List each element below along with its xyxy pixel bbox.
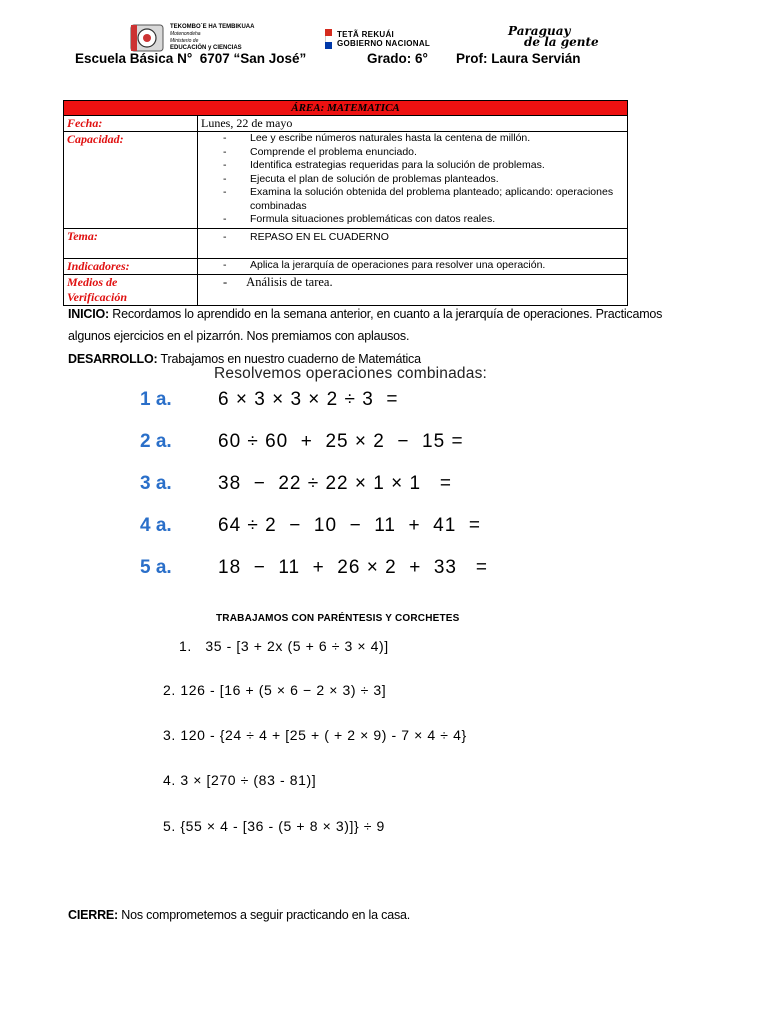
mec-logo [130,24,254,52]
logo2-line2: GOBIERNO NACIONAL [337,39,431,48]
capacidad-list [201,132,624,227]
list-item: - Comprende el problema enunciado. [223,146,624,160]
exercises-title: Resolvemos operaciones combinadas: [214,365,488,382]
gobierno-logo [325,29,430,49]
school-name: Escuela Básica N° 6707 “San José” [75,51,307,66]
desarrollo-text: Trabajamos en nuestro cuaderno de Matemática [160,352,421,366]
exercise-expression: 6 × 3 × 3 × 2 ÷ 3 = [218,389,399,410]
list-item [140,431,488,473]
indicador-value: Aplica la jerarquía de operaciones para resolver una operación. [250,258,546,271]
logo1-line4: EDUCACIÓN y CIENCIAS [170,45,242,51]
fecha-value: Lunes, 22 de mayo [198,116,628,132]
inicio-text-1: Recordamos lo aprendido en la semana anterior, en cuanto a la jerarquía de operaciones. Practicamos [112,307,663,321]
inicio-paragraph [68,304,708,346]
logo2-line1: TETÃ REKUÁI [337,30,395,39]
medios-label-1: Medios de [67,274,118,289]
parentesis-item-1: 1. 35 - [3 + 2x (5 + 6 ÷ 3 × 4)] [179,638,389,654]
parentesis-item-3: 3. 120 - {24 ÷ 4 + [25 + ( + 2 × 9) - 7 × 4 ÷ 4} [163,727,467,743]
list-item: - Examina la solución obtenida del problema planteado; aplicando: operaciones combinadas [223,186,624,213]
indicadores-label: Indicadores: [64,258,198,274]
parentesis-item-4: 4. 3 × [270 ÷ (83 - 81)] [163,772,317,788]
cierre-label: CIERRE: [68,908,118,922]
exercise-number: 3 a. [140,473,172,494]
list-item: - Identifica estrategias requeridas para la solución de problemas. [223,159,624,173]
list-item [140,473,488,515]
exercise-expression: 18 − 11 + 26 × 2 + 33 = [218,557,488,578]
parentesis-title: TRABAJAMOS CON PARÉNTESIS Y CORCHETES [216,613,460,624]
logo3-line1: Paraguay [508,24,571,38]
logo1-line2: Motenondeha [170,31,201,37]
flag-icon [325,29,332,49]
area-header: ÁREA: MATEMATICA [64,101,628,116]
list-item: - Lee y escribe números naturales hasta la centena de millón. [223,132,624,146]
teacher: Prof: Laura Servián [456,51,581,66]
list-item [140,389,488,431]
parentesis-item-5: 5. {55 × 4 - [36 - (5 + 8 × 3)]} ÷ 9 [163,818,385,834]
logo1-line1: TEKOMBO´E HA TEMBIKUAA [170,24,255,30]
cierre-paragraph [68,905,410,925]
medios-value: Análisis de tarea. [246,274,333,289]
grade: Grado: 6° [367,51,428,66]
cierre-text: Nos comprometemos a seguir practicando en la casa. [121,908,411,922]
desarrollo-label: DESARROLLO: [68,352,158,366]
exercises-list [140,389,488,599]
list-item: - Ejecuta el plan de solución de problemas planteados. [223,173,624,187]
exercise-number: 5 a. [140,557,172,578]
exercise-expression: 64 ÷ 2 − 10 − 11 + 41 = [218,515,481,536]
paraguay-logo [508,26,599,48]
lesson-plan-table: ÁREA: MATEMATICA Fecha: Lunes, 22 de mayo Capacidad: - Lee y escribe números naturales hasta la centena de millón. - Comprende el problema enunciado. - Identifica estrategias requeridas para la solución de problemas. - Ejecuta el plan de solución de problemas planteados. - Examina la solución obtenida del problema planteado; aplicando: operaciones combinadas - Formula situaciones problemáticas con datos reales. Tema: - REPASO EN EL CUADERNO Indicadores: - Aplica la jerarquía de operaciones para resolver una operación. Medios de Verificación - Análisis de tarea. [63,100,628,306]
exercise-number: 1 a. [140,389,172,410]
tema-label: Tema: [64,228,198,258]
capacidad-label: Capacidad: [64,132,198,229]
exercise-expression: 38 − 22 ÷ 22 × 1 × 1 = [218,473,452,494]
logo3-line2: de la gente [524,35,599,49]
mec-seal-icon [130,24,164,52]
inicio-text-2: algunos ejercicios en el pizarrón. Nos premiamos con aplausos. [68,329,410,343]
exercise-number: 4 a. [140,515,172,536]
fecha-label: Fecha: [64,116,198,132]
medios-label-2: Verificación [67,289,127,304]
exercise-number: 2 a. [140,431,172,452]
logo1-line3: Ministerio de [170,38,199,44]
list-item [140,515,488,557]
tema-value: REPASO EN EL CUADERNO [250,230,389,243]
list-item [140,557,488,599]
exercise-expression: 60 ÷ 60 + 25 × 2 − 15 = [218,431,464,452]
list-item: - Formula situaciones problemáticas con datos reales. [223,213,624,227]
inicio-label: INICIO: [68,307,109,321]
parentesis-item-2: 2. 126 - [16 + (5 × 6 − 2 × 3) ÷ 3] [163,682,387,698]
